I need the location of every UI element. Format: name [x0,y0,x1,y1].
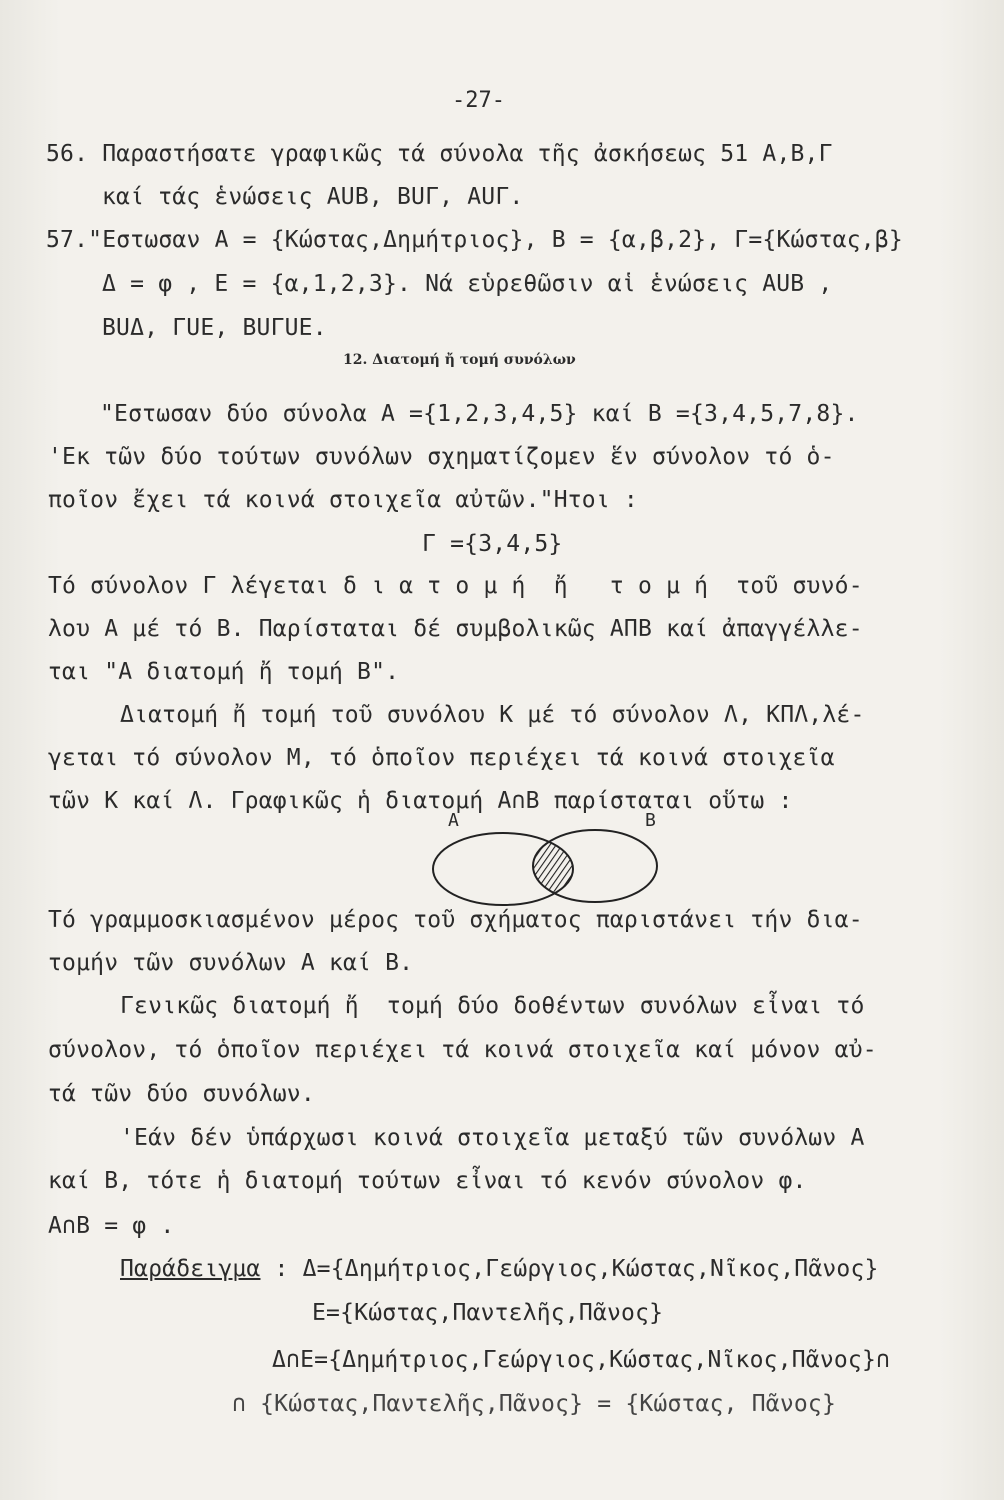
paragraph-2-line-1: Τό σύνολον Γ λέγεται δ ι α τ ο μ ή ἤ τ ο μ ή τοῦ συνό- [48,573,863,599]
section-heading: 12. Διατομή ἤ τομή συνόλων [343,352,576,368]
paragraph-2-line-3: ται "Α διατομή ἤ τομή Β". [48,659,400,685]
paragraph-2-line-2: λου Α μέ τό Β. Παρίσταται δέ συμβολικῶς ΑΠΒ καί ἀπαγγέλλε- [48,616,863,642]
example-set-epsilon: Ε={Κώστας,Παντελῆς,Πᾶνος} [312,1300,664,1326]
diagram-label-a: Α [448,810,459,831]
example-intersection-line-1: Δ∩Ε={Δημήτριος,Γεώργιος,Κώστας,Νῖκος,Πᾶνος}∩ [272,1347,891,1373]
example-intersection-line-2: ∩ {Κώστας,Παντελῆς,Πᾶνος} = {Κώστας, Πᾶνος} [232,1391,837,1417]
paragraph-6-line-2: καί Β, τότε ἡ διατομή τούτων εἶναι τό κενόν σύνολον φ. [48,1168,807,1194]
exercise-57-line-1: 57."Εστωσαν Α = {Κώστας,Δημήτριος}, Β = {α,β,2}, Γ={Κώστας,β} [46,227,903,253]
paragraph-5-line-2: σύνολον, τό ὁποῖον περιέχει τά κοινά στοιχεῖα καί μόνον αὐ- [48,1037,877,1063]
set-gamma-definition: Γ ={3,4,5} [422,531,563,557]
example-set-delta: : Δ={Δημήτριος,Γεώργιος,Κώστας,Νῖκος,Πᾶνος} [260,1256,879,1282]
exercise-56-line-2: καί τάς ἑνώσεις ΑUΒ, ΒUΓ, ΑUΓ. [102,184,524,210]
paragraph-1-line-3: ποῖον ἔχει τά κοινά στοιχεῖα αὐτῶν."Ητοι : [48,487,638,513]
exercise-57-line-3: ΒUΔ, ΓUΕ, ΒUΓUΕ. [102,315,327,341]
example-label: Παράδειγμα [120,1256,261,1282]
paragraph-6-line-1: 'Εάν δέν ὑπάρχωσι κοινά στοιχεῖα μεταξύ τῶν συνόλων Α [120,1125,865,1151]
page-number: -27- [452,88,505,113]
paragraph-5-line-3: τά τῶν δύο συνόλων. [48,1081,315,1107]
empty-set-equation: Α∩Β = φ . [48,1213,175,1239]
paragraph-3-line-2: γεται τό σύνολον Μ, τό ὁποῖον περιέχει τά κοινά στοιχεῖα [48,745,835,771]
paragraph-3-line-3: τῶν Κ καί Λ. Γραφικῶς ἡ διατομή Α∩Β παρίσταται οὕτω : [48,788,793,814]
example-line-1 [120,1255,879,1283]
exercise-56-line-1: 56. Παραστήσατε γραφικῶς τά σύνολα τῆς ἀσκήσεως 51 Α,Β,Γ [46,141,833,167]
paragraph-5-line-1: Γενικῶς διατομή ἤ τομή δύο δοθέντων συνόλων εἶναι τό [120,993,865,1019]
diagram-label-b: Β [645,810,656,831]
paragraph-4-line-2: τομήν τῶν συνόλων Α καί Β. [48,950,414,976]
paragraph-3-line-1: Διατομή ἤ τομή τοῦ συνόλου Κ μέ τό σύνολον Λ, ΚΠΛ,λέ- [120,702,865,728]
paragraph-1-line-2: 'Εκ τῶν δύο τούτων συνόλων σχηματίζομεν ἕν σύνολον τό ὁ- [48,444,835,470]
paragraph-1-line-1: "Εστωσαν δύο σύνολα Α ={1,2,3,4,5} καί Β ={3,4,5,7,8}. [100,401,859,427]
paragraph-4-line-1: Τό γραμμοσκιασμένον μέρος τοῦ σχήματος παριστάνει τήν δια- [48,907,863,933]
exercise-57-line-2: Δ = φ , Ε = {α,1,2,3}. Νά εὑρεθῶσιν αἱ ἑνώσεις ΑUΒ , [102,271,833,297]
